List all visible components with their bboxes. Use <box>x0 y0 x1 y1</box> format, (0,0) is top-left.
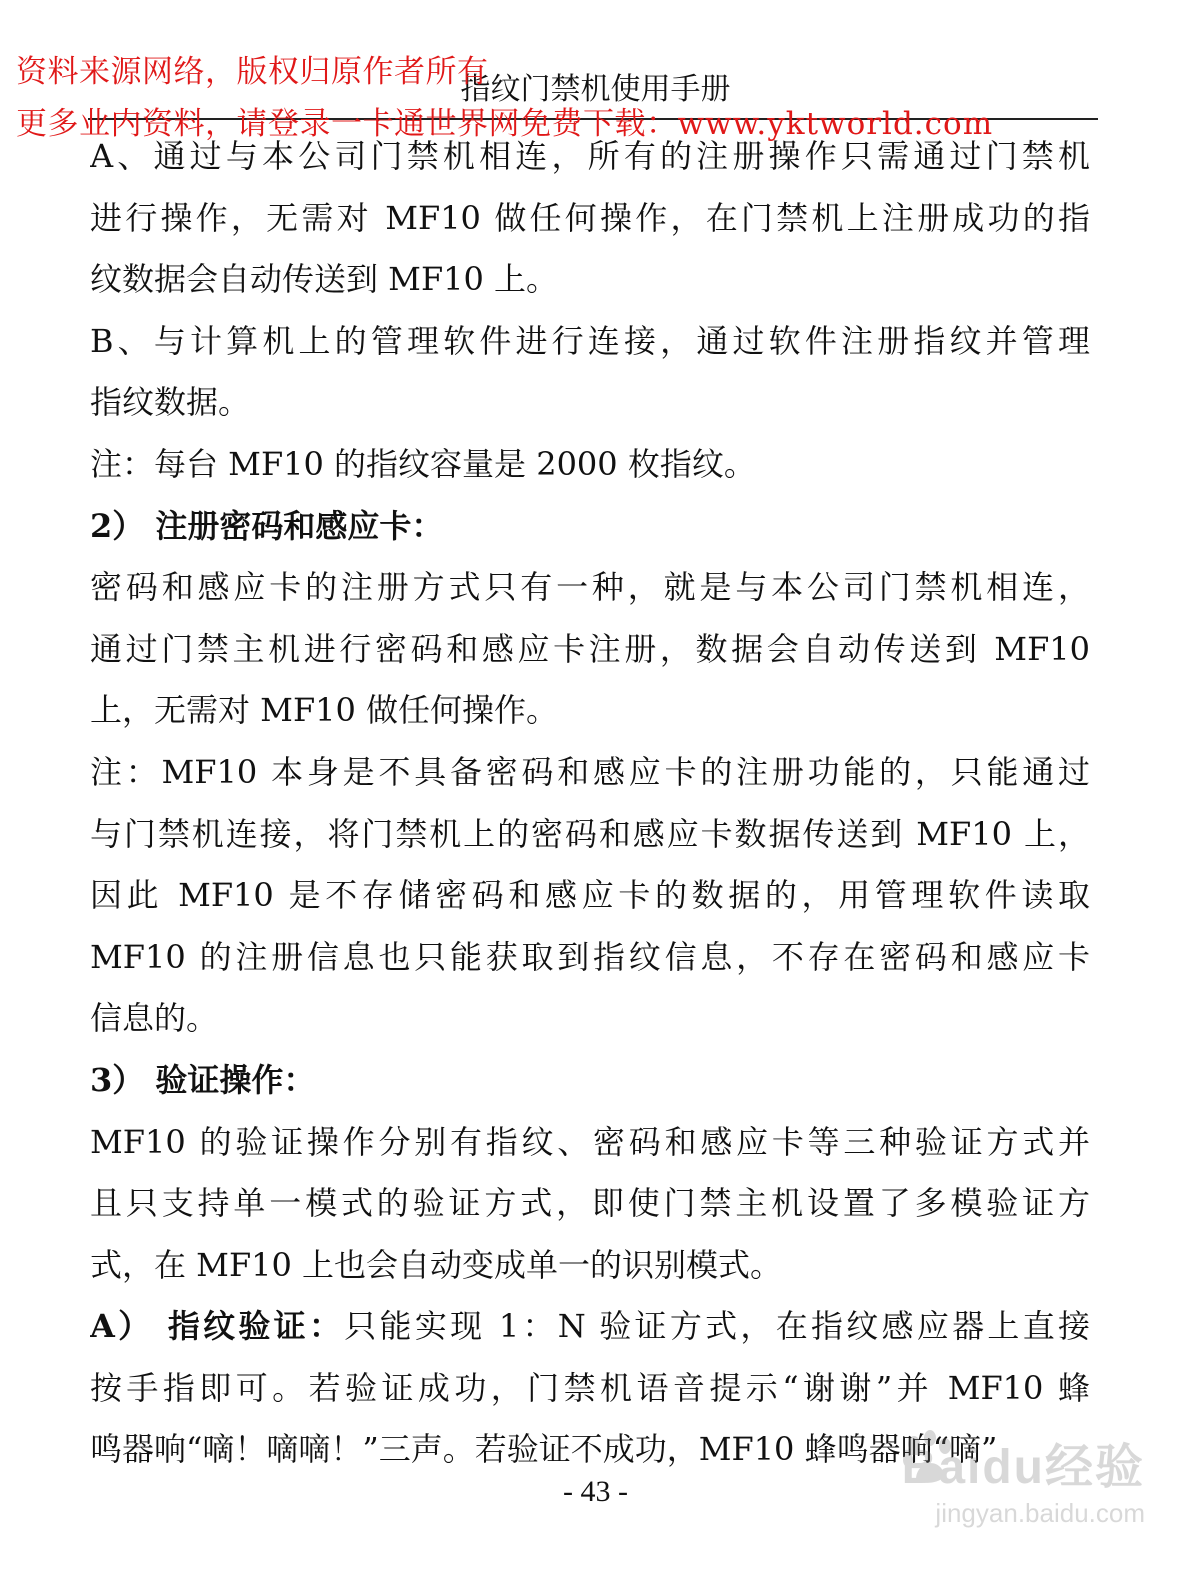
text-line: 按手指即可。若验证成功，门禁机语音提示“谢谢”并 MF10 蜂 <box>90 1368 1090 1407</box>
baidu-watermark <box>851 1422 1151 1572</box>
text-line: B、与计算机上的管理软件进行连接，通过软件注册指纹并管理 <box>90 321 1090 360</box>
text-line: 鸣器响“嘀！嘀嘀！”三声。若验证不成功，MF10 蜂鸣器响“嘀” <box>90 1430 998 1469</box>
section-heading: 2） 注册密码和感应卡： <box>90 506 444 545</box>
page-number: - 43 - <box>563 1475 628 1508</box>
text-line: A、通过与本公司门禁机相连，所有的注册操作只需通过门禁机 <box>90 137 1090 175</box>
text-line: MF10 的注册信息也只能获取到指纹信息，不存在密码和感应卡 <box>90 937 1090 976</box>
text-run: 只能实现 1：N 验证方式，在指纹感应器上直接 <box>344 1307 1090 1346</box>
text-line <box>90 1296 1090 1358</box>
baidu-logo: Baidu经验 <box>901 1441 1145 1494</box>
document-body <box>90 126 1090 1481</box>
text-line: 且只支持单一模式的验证方式，即使门禁主机设置了多模验证方 <box>90 1184 1090 1223</box>
text-line: 通过门禁主机进行密码和感应卡注册，数据会自动传送到 MF10 <box>90 629 1090 668</box>
text-line: 注：每台 MF10 的指纹容量是 2000 枚指纹。 <box>90 444 756 483</box>
text-line: 注：MF10 本身是不具备密码和感应卡的注册功能的，只能通过 <box>90 752 1090 791</box>
text-line: 与门禁机连接，将门禁机上的密码和感应卡数据传送到 MF10 上， <box>90 814 1090 853</box>
text-line: 进行操作，无需对 MF10 做任何操作，在门禁机上注册成功的指 <box>90 198 1090 237</box>
section-heading: 3） 验证操作： <box>90 1060 316 1099</box>
baidu-url: jingyan.baidu.com <box>935 1498 1145 1528</box>
source-watermark-line1: 资料来源网络，版权归原作者所有 <box>16 54 489 90</box>
text-line: 密码和感应卡的注册方式只有一种，就是与本公司门禁机相连， <box>90 568 1090 607</box>
watermark-url: www.yktworld.com <box>677 106 994 142</box>
text-line: MF10 的验证操作分别有指纹、密码和感应卡等三种验证方式并 <box>90 1122 1090 1161</box>
text-line: 上，无需对 MF10 做任何操作。 <box>90 691 559 730</box>
subsection-label: A） 指纹验证： <box>90 1307 345 1346</box>
text-line: 纹数据会自动传送到 MF10 上。 <box>90 260 559 299</box>
text-line: 式，在 MF10 上也会自动变成单一的识别模式。 <box>90 1245 783 1284</box>
text-line: 信息的。 <box>90 999 219 1038</box>
watermark-prefix: 更多业内资料，请登录一卡通世界网免费下载： <box>16 106 678 142</box>
text-line: 指纹数据。 <box>90 383 251 422</box>
page-title: 指纹门禁机使用手册 <box>460 72 731 107</box>
text-line: 因此 MF10 是不存储密码和感应卡的数据的，用管理软件读取 <box>90 876 1090 915</box>
